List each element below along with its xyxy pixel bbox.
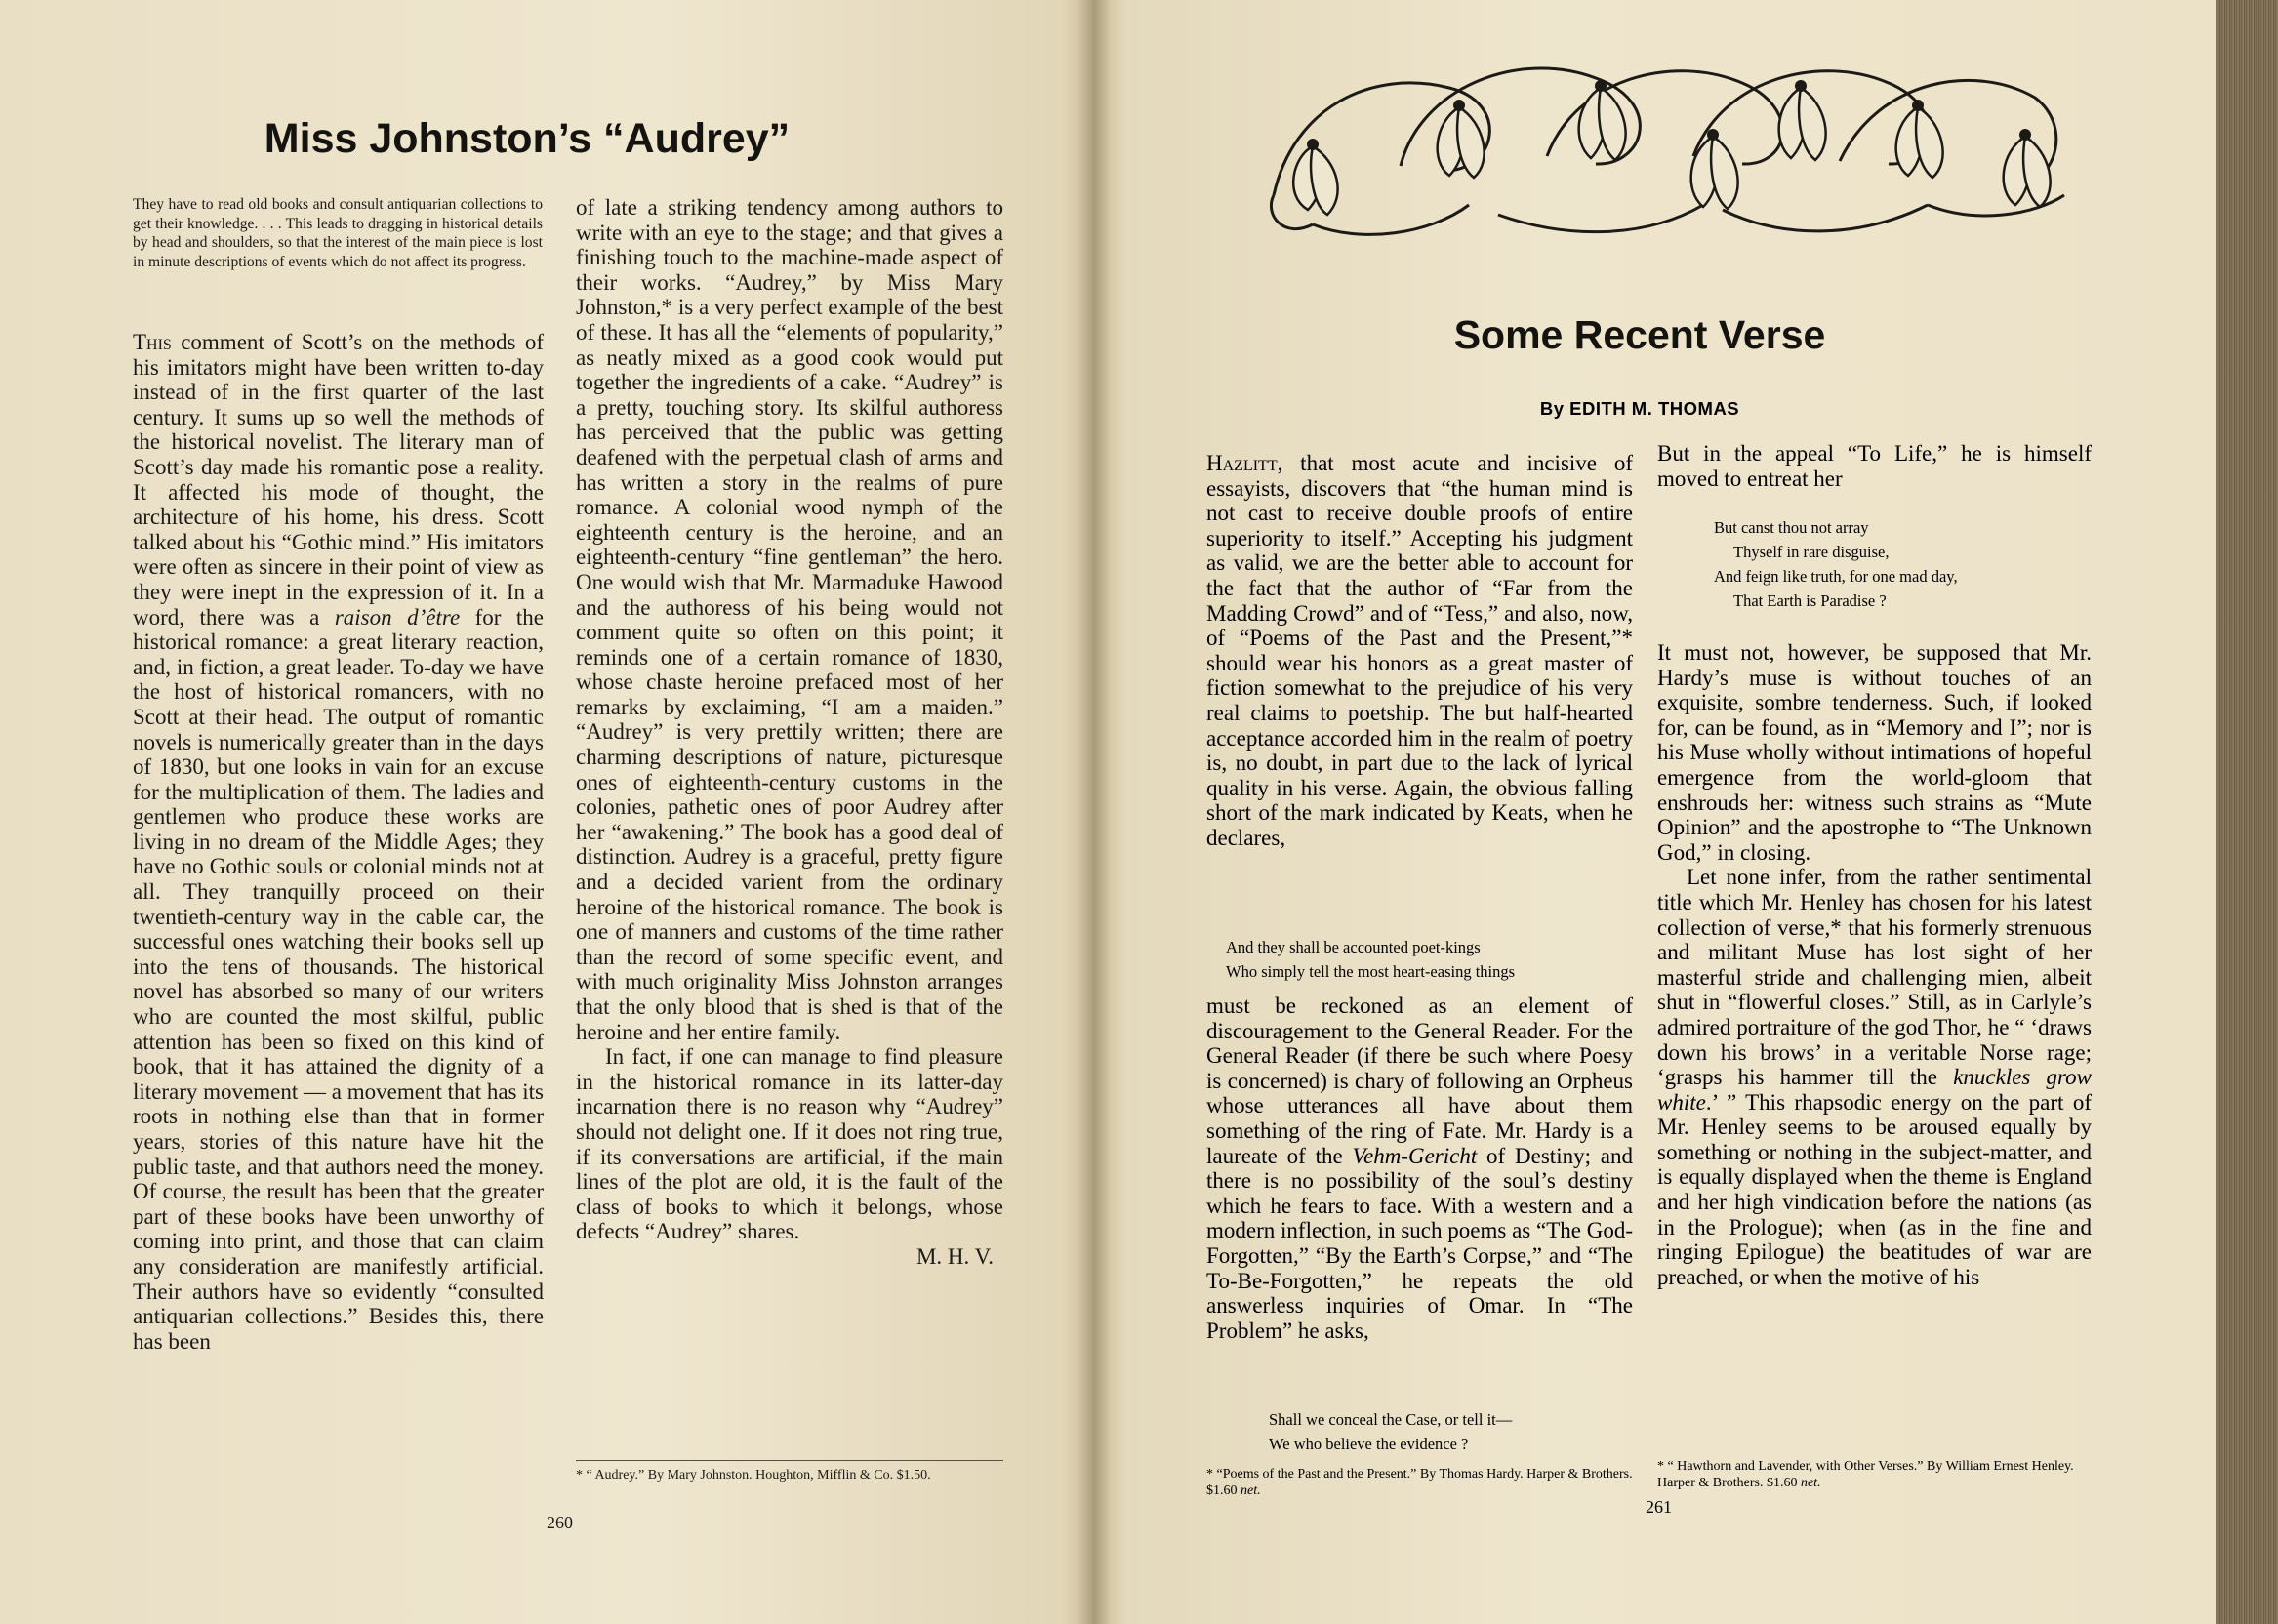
left-page (0, 0, 1093, 1624)
verse-quote-keats (1226, 935, 1636, 984)
drop-lead: This (133, 330, 172, 354)
footnote (1657, 1458, 2092, 1491)
footnote-net: net. (1241, 1483, 1261, 1498)
body-text: , that most acute and incisive of essayists, discovers that “the human mind is not cast to receive double proofs of entire superiority to itself.” Accepting his judgment as valid, we are the better able to account for the fact that the author of “Far from the Madding Crowd” and of “Tess,” and also, now, of “Poems of the Past and the Present,”* should wear his honors as a great master of fiction somewhat to the prejudice of his very real claims to poetship. The but half-hearted acceptance accorded him in the realm of poetry is, no doubt, in part due to the lack of lyrical quality in his verse. Again, the obvious falling short of the mark indicated by Keats, when he declares, (1206, 451, 1633, 850)
footnote-net: net. (1800, 1476, 1821, 1490)
paragraph (1657, 865, 2092, 1289)
verse-line: Shall we conceal the Case, or tell it— (1269, 1410, 1513, 1429)
italic-phrase: knuckles grow white (1657, 1065, 2092, 1115)
footnote-rule (576, 1460, 1003, 1461)
page-edges (2216, 0, 2278, 1624)
paragraph: In fact, if one can manage to find pleasure in the historical romance in its latter-day incarnation there is no reason why “Audrey” should not delight one. If it does not ring true, if its conversations are artificial, if the main lines of the plot are old, it is the fault of the class of books to which it belongs, whose defects “Audrey” shares. (576, 1044, 1003, 1244)
footnote-text: * “Poems of the Past and the Present.” By Thomas Hardy. Harper & Brothers. $1.60 (1206, 1467, 1633, 1498)
left-column-2 (576, 195, 1003, 1270)
byline: By EDITH M. THOMAS (1539, 398, 1740, 419)
body-text: Let none infer, from the rather sentimental title which Mr. Henley has chosen for his latest collection of verse,* that his formerly strenuous and militant Muse has lost sight of her masterful stride and challenging mien, albeit shut in “flowerful closes.” Still, as in Carlyle’s admired portraiture of the god Thor, he “ ‘draws down his brows’ in a veritable Norse rage; ‘grasps his hammer till the (1657, 865, 2092, 1090)
footnote-text: * “ Hawthorn and Lavender, with Other Verses.” By William Ernest Henley. Harper & Brothers. $1.60 (1657, 1459, 2074, 1490)
verse-line: Who simply tell the most heart-easing things (1226, 962, 1516, 981)
left-column-1 (133, 330, 544, 1354)
page-number: 260 (547, 1513, 573, 1532)
right-column-2 (1657, 441, 2092, 491)
body-text: .’ ” This rhapsodic energy on the part of Mr. Henley seems to be aroused equally by something or nothing in the subject-matter, and is equally displayed when the theme is England and her high vindication before the nations (as in the Prologue); when (as in the fine and ringing Epilogue) the beatitudes of war are preached, or when the motive of his (1657, 1089, 2092, 1289)
body-text: comment of Scott’s on the methods of his imitators might have been written to-day instead of in the first quarter of the last century. It sums up so well the methods of the historical novelist. The literary man of Scott’s day made his romantic pose a reality. It affected his mode of thought, the architecture of his home, his dress. Scott talked about his “Gothic mind.” His imitators were often as sincere in their point of view as they were inept in the expression of it. In a word, there was a (133, 330, 544, 629)
right-column-1-cont (1206, 994, 1633, 1343)
epigraph: They have to read old books and consult antiquarian collections to get their knowledge. . . . This leads to dragging in historical details by head and shoulders, so that the interest of the main piece is lost in minute descriptions of events which do not affect its progress. (133, 196, 543, 270)
drop-lead: Hazlitt (1206, 451, 1278, 475)
verse-line: That Earth is Paradise ? (1733, 591, 1887, 610)
gutter-shadow (1078, 0, 1111, 1624)
italic-phrase: Vehm-Gericht (1352, 1143, 1478, 1168)
verse-line: And feign like truth, for one mad day, (1714, 567, 1958, 586)
paragraph: of late a striking tendency among authors to write with an eye to the stage; and that gives a finishing touch to the machine-made aspect of their works. “Audrey,” by Miss Mary Johnston,* is a very perfect example of the best of these. It has all the “elements of popularity,” as neatly mixed as a good cook would put together the ingredients of a cake. “Audrey” is a pretty, touching story. Its skilful authoress has perceived that the public was getting deafened with the perpetual clash of arms and has written a story in the realms of pure romance. A colonial wood nymph of the eighteenth century is the heroine, and an eighteenth-century “fine gentleman” the hero. One would wish that Mr. Marmaduke Hawood and the authoress of his being would not comment quite so often on this point; it reminds one of a certain romance of 1830, whose chaste heroine prefaced most of her remarks by exclaiming, “I am a maiden.” “Audrey” is very prettily written; there are charming descriptions of nature, picturesque ones of eighteenth-century customs in the colonies, pathetic ones of poor Audrey after her “awakening.” The book has a good deal of distinction. Audrey is a graceful, pretty figure and a decided varient from the ordinary heroine of the historical romance. The book is one of manners and customs of the time rather than the record of some specific event, and with much originality Miss Johnston arranges that the only blood that is shed is that of the heroine and her entire family. (576, 195, 1003, 1044)
right-column-2-cont (1657, 640, 2092, 1289)
verse-line: But canst thou not array (1714, 518, 1869, 537)
page-number: 261 (1646, 1497, 1672, 1517)
verse-line: And they shall be accounted poet-kings (1226, 938, 1481, 956)
footnote (1206, 1466, 1633, 1499)
footnote: * “ Audrey.” By Mary Johnston. Houghton, Mifflin & Co. $1.50. (576, 1468, 931, 1482)
verse-line: Thyself in rare disguise, (1733, 543, 1890, 561)
article-title: Miss Johnston’s “Audrey” (264, 115, 791, 162)
right-column-1 (1206, 451, 1633, 851)
paragraph: But in the appeal “To Life,” he is himself moved to entreat her (1657, 441, 2092, 491)
verse-quote-problem (1269, 1407, 1630, 1456)
body-text: must be reckoned as an element of discouragement to the General Reader. For the General Reader (if there be such where Poesy is concerned) is chary of following an Orpheus whose utterances all have about them something of the ring of Fate. Mr. Hardy is a laureate of the (1206, 994, 1633, 1168)
article-title: Some Recent Verse (1453, 312, 1826, 357)
body-text: of Destiny; and there is no possibility of the soul’s destiny which he fears to face. With a western and a modern inflection, in such poems as “The God-Forgotten,” “By the Earth’s Corpse,” and “The To-Be-Forgotten,” he repeats the old answerless inquiries of Omar. In “The Problem” he asks, (1206, 1143, 1633, 1343)
verse-line: We who believe the evidence ? (1269, 1435, 1469, 1453)
italic-phrase: raison d’être (334, 604, 461, 629)
body-text: for the historical romance: a great literary reaction, and, in fiction, a great leader. To-day we have the host of historical romancers, with no Scott at their head. The output of romantic novels is numerically greater than in the days of 1830, but one looks in vain for an excuse for the multiplication of them. The ladies and gentlemen who produce these works are living in no dream of the Middle Ages; they have no Gothic souls or colonial minds not at all. They tranquilly proceed on their twentieth-century way in the cable car, the successful ones watching their books sell up into the tens of thousands. The historical novel has absorbed so many of our writers who are counted the most skilful, public attention has been so fixed on this kind of book, that it has attained the dignity of a literary movement — a movement that has its roots in nothing else than that in former years, stories of this nature have hit the public taste, and that authors need the money. Of course, the result has been that the greater part of these books have been unworthy of coming into print, and those that can claim any consideration are manifestly artificial. Their authors have so evidently “consulted antiquarian collections.” Besides this, there has been (133, 604, 545, 1354)
paragraph: It must not, however, be supposed that Mr. Hardy’s muse is without touches of an exquisite, sombre tenderness. Such, if looked for, can be found, as in “Memory and I”; nor is his Muse wholly without intimations of hopeful emergence from the world-gloom that enshrouds her: witness such strains as “Mute Opinion” and the apostrophe to “The Unknown God,” in closing. (1657, 640, 2092, 865)
verse-quote-to-life (1714, 515, 2085, 613)
snowdrop-ornament (1254, 49, 2084, 259)
signature: M. H. V. (915, 1243, 994, 1269)
